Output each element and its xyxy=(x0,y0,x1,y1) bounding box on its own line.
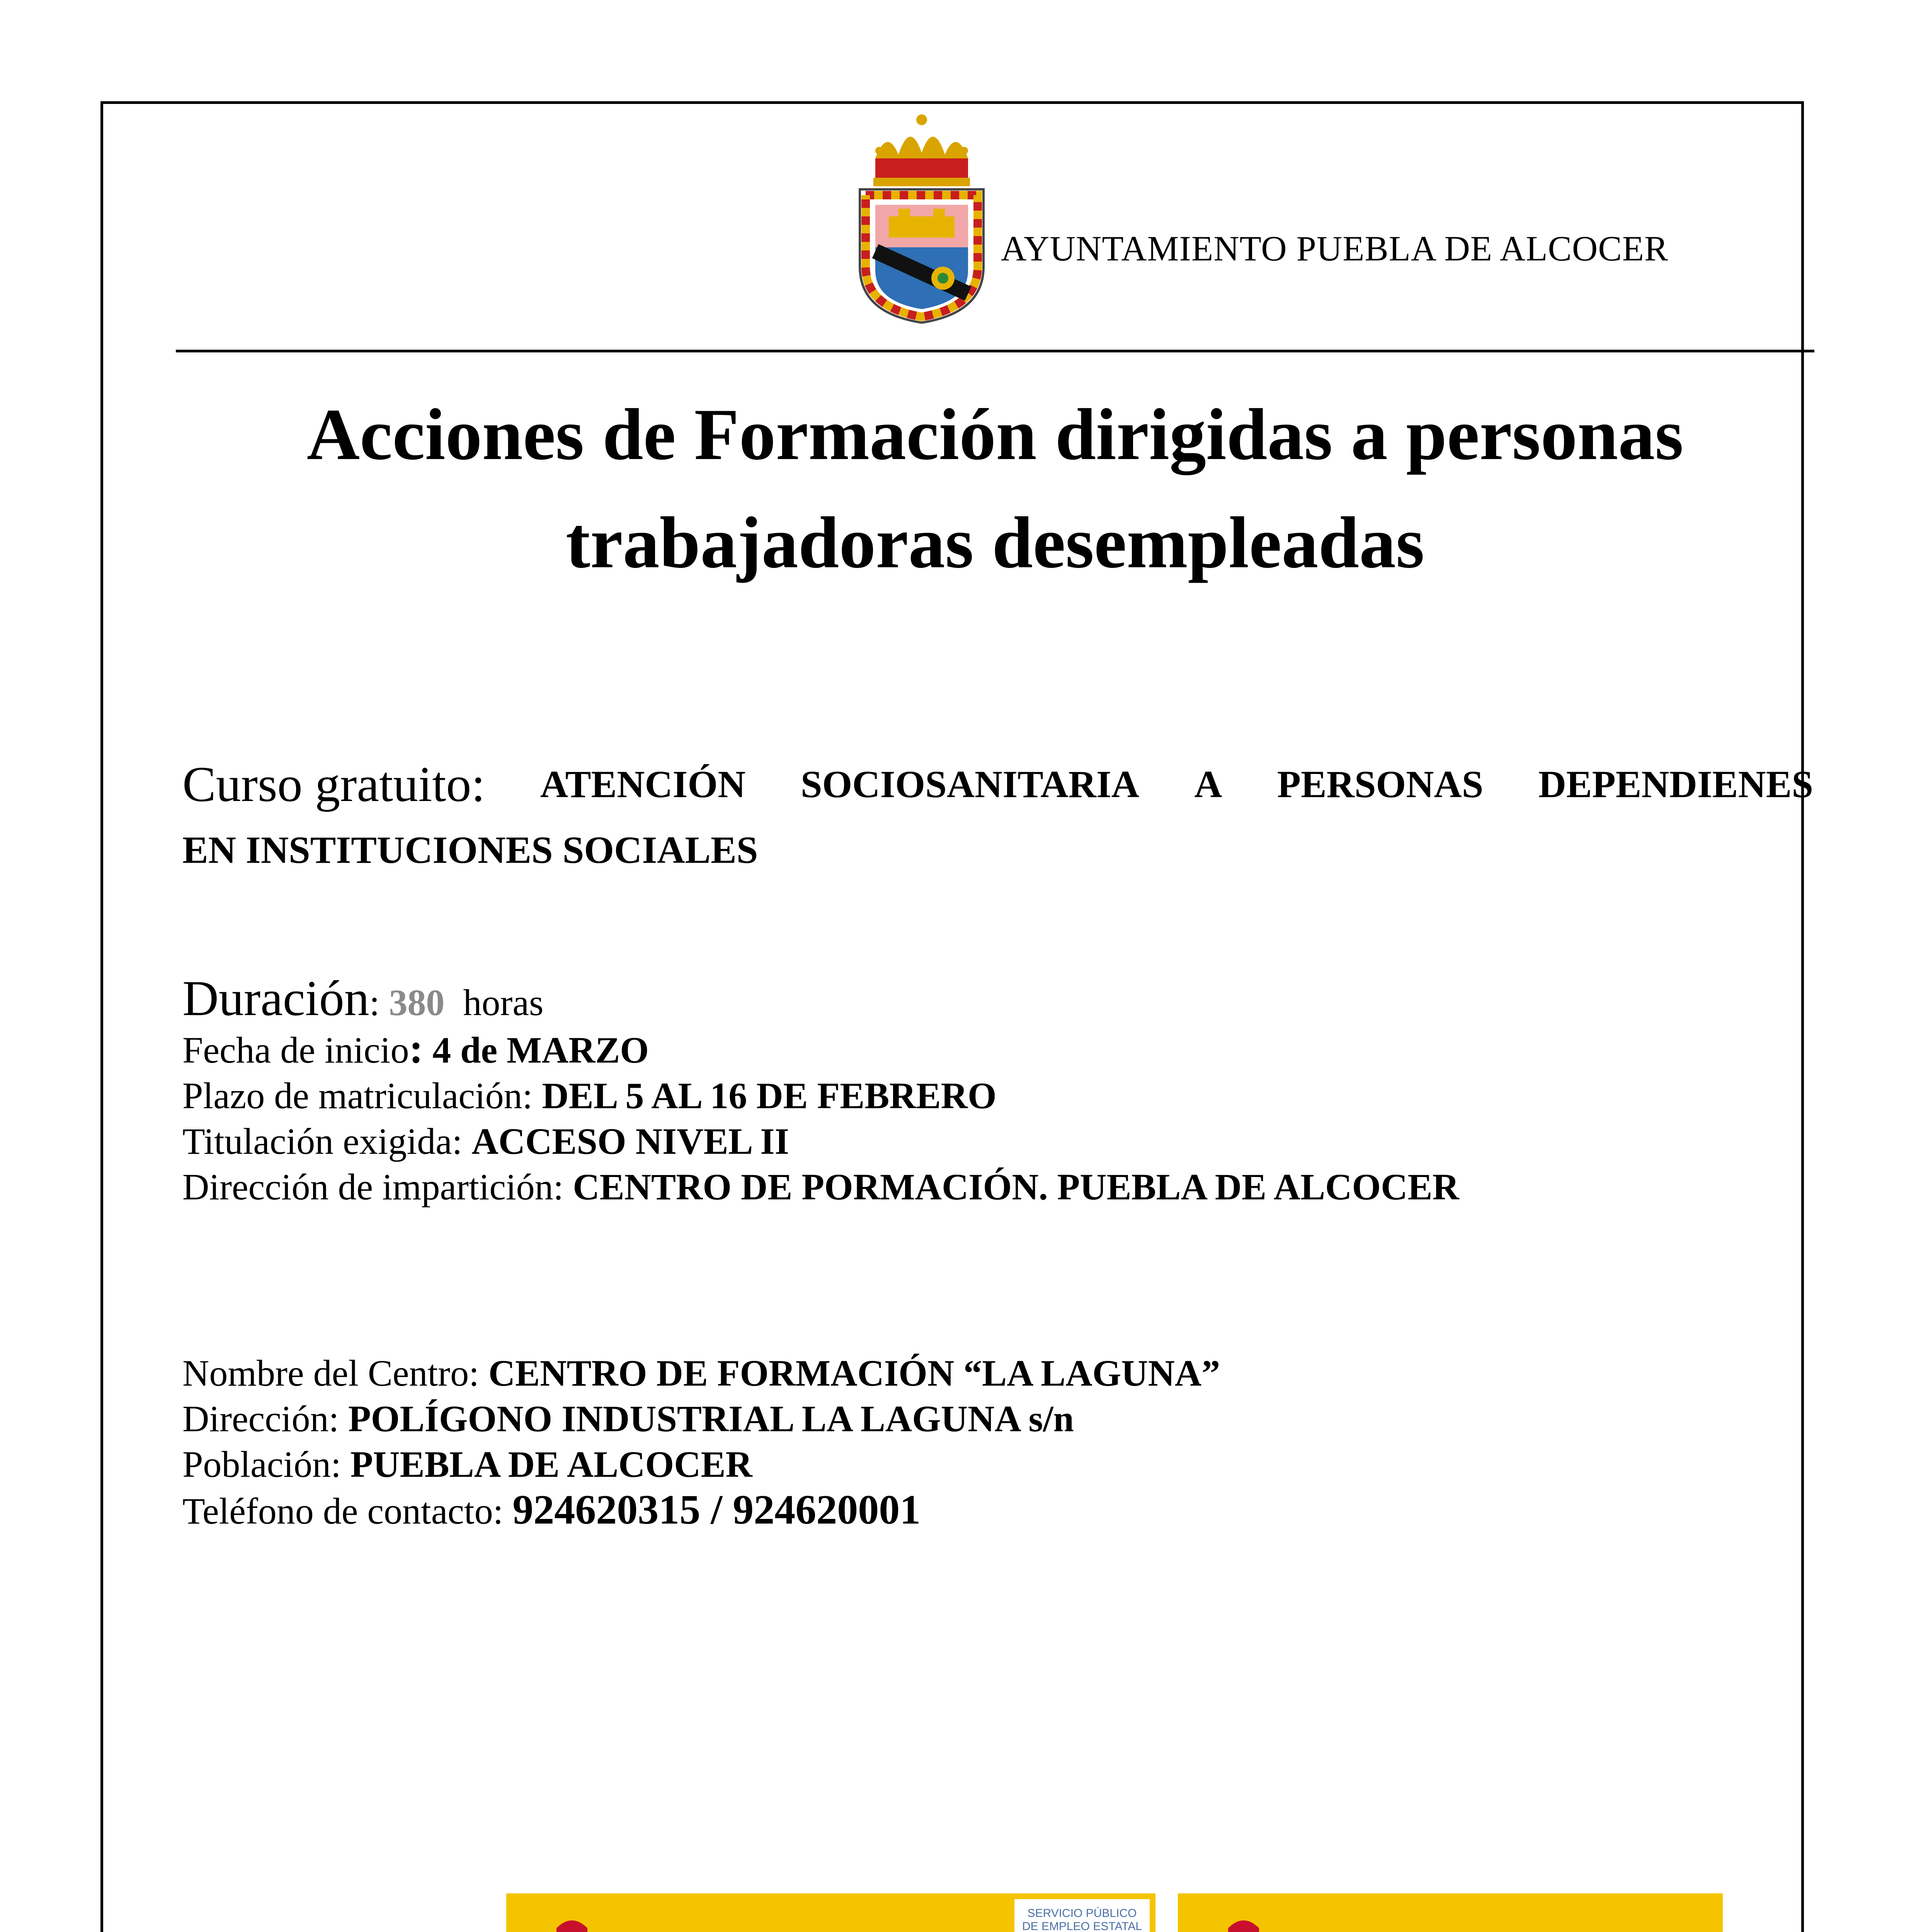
phone-value: 924620315 / 924620001 xyxy=(512,1487,921,1533)
course-line-1 xyxy=(182,753,1813,819)
course-word: A xyxy=(1194,763,1222,806)
title-line-2: trabajadoras desempleadas xyxy=(566,502,1424,583)
header-divider xyxy=(176,350,1814,352)
town-hall-name: AYUNTAMIENTO PUEBLA DE ALCOCER xyxy=(1001,229,1669,268)
course-word: SOCIOSANITARIA xyxy=(800,763,1139,806)
course-word: DEPENDIENES xyxy=(1538,763,1813,806)
page-title xyxy=(176,381,1814,597)
town-crest-icon xyxy=(852,112,991,328)
spain-coat-of-arms-icon xyxy=(527,1913,616,1932)
course-word: PERSONAS xyxy=(1277,763,1484,806)
duration-value: 380 xyxy=(389,982,445,1023)
venue-row: Dirección de impartición: CENTRO DE PORMACIÓN. PUEBLA DE ALCOCER xyxy=(182,1166,1459,1208)
centre-address-row: Dirección: POLÍGONO INDUSTRIAL LA LAGUNA s/n xyxy=(182,1398,1074,1439)
course-details xyxy=(182,971,1459,1210)
phone-row: Teléfono de contacto: 924620315 / 924620001 xyxy=(182,1487,921,1533)
title-line-1: Acciones de Formación dirigidas a personas xyxy=(306,394,1684,475)
course-line-2: EN INSTITUCIONES SOCIALES xyxy=(182,828,758,871)
start-date-row: Fecha de inicio: 4 de MARZO xyxy=(182,1025,649,1072)
spain-coat-of-arms-icon xyxy=(1199,1913,1288,1932)
centre-details xyxy=(182,1350,1220,1534)
centre-name-row: Nombre del Centro: CENTRO DE FORMACIÓN “LA LAGUNA” xyxy=(182,1352,1220,1394)
degree-row: Titulación exigida: ACCESO NIVEL II xyxy=(182,1121,789,1162)
course-block xyxy=(182,753,1813,881)
enrolment-row: Plazo de matriculación: DEL 5 AL 16 DE FEBRERO xyxy=(182,1075,997,1116)
duration-row: Duración: 380 horas xyxy=(182,971,544,1026)
course-label: Curso gratuito: xyxy=(182,757,485,812)
gov-education-logo xyxy=(1178,1893,1723,1932)
centre-town-row: Población: PUEBLA DE ALCOCER xyxy=(182,1444,752,1485)
course-word: ATENCIÓN xyxy=(540,763,746,806)
sepe-logo: SERVICIO PÚBLICO DE EMPLEO ESTATAL xyxy=(1014,1899,1150,1932)
